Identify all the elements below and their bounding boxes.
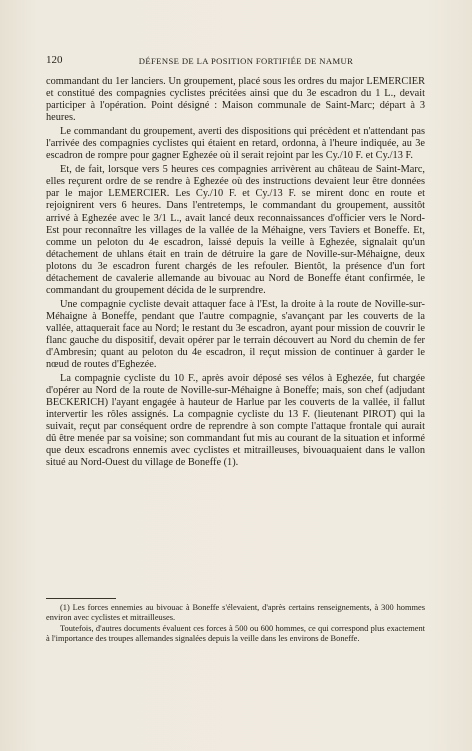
page-number: 120 <box>46 54 63 66</box>
footnote-1-continued: Toutefois, d'autres documents évaluent ces forces à 500 ou 600 hommes, ce qui correspond plus exactement à l'importance des troupes allemandes signalées depuis la veille dans les environs de Boneffe. <box>46 623 425 643</box>
running-title: DÉFENSE DE LA POSITION FORTIFIÉE DE NAMUR <box>138 56 354 66</box>
paragraph-3: Et, de fait, lorsque vers 5 heures ces compagnies arrivèrent au château de Saint-Marc, elles reçurent ordre de se rendre à Eghezée où des instructions devaient leur être données par le major LEMERCIER. Les Cy./10 F. et Cy./13 F. se mirent donc en route et rejoignirent vers 6 heures. Dans l'entretemps, le commandant du groupement, aussitôt arrivé à Eghezée avec le 3/1 L., avait lancé deux reconnaissances d'officier vers le Nord-Est pour reconnaître les villages de la vallée de la Méhaigne, vers Taviers et Boneffe. Et, comme un peloton du 4e escadron, laissé depuis la veille à Eghezée, signalait qu'un détachement de uhlans était en train de détruire la gare de Noville-sur-Méhaigne, deux plotons du 3e escadron furent chargés de les refouler. Bientôt, la présence d'un fort détachement de cavalerie allemande au bivouac au Nord de Boneffe étant confirmée, le commandant du groupement décida de le surprendre. <box>46 164 425 296</box>
page-header <box>46 56 426 66</box>
body-text <box>46 76 425 472</box>
paragraph-5: La compagnie cycliste du 10 F., après avoir déposé ses vélos à Eghezée, fut chargée d'opérer au Nord de la route de Noville-sur-Méhaigne à Boneffe; mais, son chef (adjudant BECKERICH) l'ayant engagée à hauteur de Harlue par les couverts de la vallée, il fallut intervertir les rôles assignés. La compagnie cycliste du 13 F. (lieutenant PIROT) qui la suivait, reçut par conséquent ordre de reprendre à son compte l'attaque frontale qui aurait dû être menée par sa voisine; son commandant fut mis au courant de la situation et informé que deux escadrons ennemis avec cyclistes et mitrailleuses, bivouaquaient dans le vallon situé au Nord-Ouest du village de Boneffe (1). <box>46 373 425 469</box>
paragraph-4: Une compagnie cycliste devait attaquer face à l'Est, la droite à la route de Noville-sur-Méhaigne à Boneffe, pendant que l'autre compagnie, s'avançant par les couverts de la vallée, attaquerait face au Nord; le restant du 3e escadron, ayant pour mission de couvrir le flanc gauche du dispositif, devait opérer par le terrain découvert au Nord du chemin de fer d'Ambresin; quant au peloton du 4e escadron, il reçut mission de continuer à garder le nœud de routes d'Eghezée. <box>46 298 425 371</box>
footnote-1: (1) Les forces ennemies au bivouac à Boneffe s'élevaient, d'après certains renseignements, à 300 hommes environ avec cyclistes et mitrailleuses. <box>46 603 425 623</box>
footnotes <box>46 603 425 644</box>
paragraph-2: Le commandant du groupement, averti des dispositions qui précèdent et n'attendant pas l'arrivée des compagnies cyclistes qui étaient en retard, ordonna, à l'heure indiquée, au 3e escadron de rompre pour gagner Eghezée où il serait rejoint par les Cy./10 F. et Cy./13 F. <box>46 126 425 162</box>
paragraph-1: commandant du 1er lanciers. Un groupement, placé sous les ordres du major LEMERCIER et constitué des compagnies cyclistes précitées ainsi que du 3e escadron du 1 L., devait participer à l'opération. Point désigné : Maison communale de Saint-Marc; départ à 3 heures. <box>46 76 425 124</box>
footnote-rule <box>46 598 116 599</box>
